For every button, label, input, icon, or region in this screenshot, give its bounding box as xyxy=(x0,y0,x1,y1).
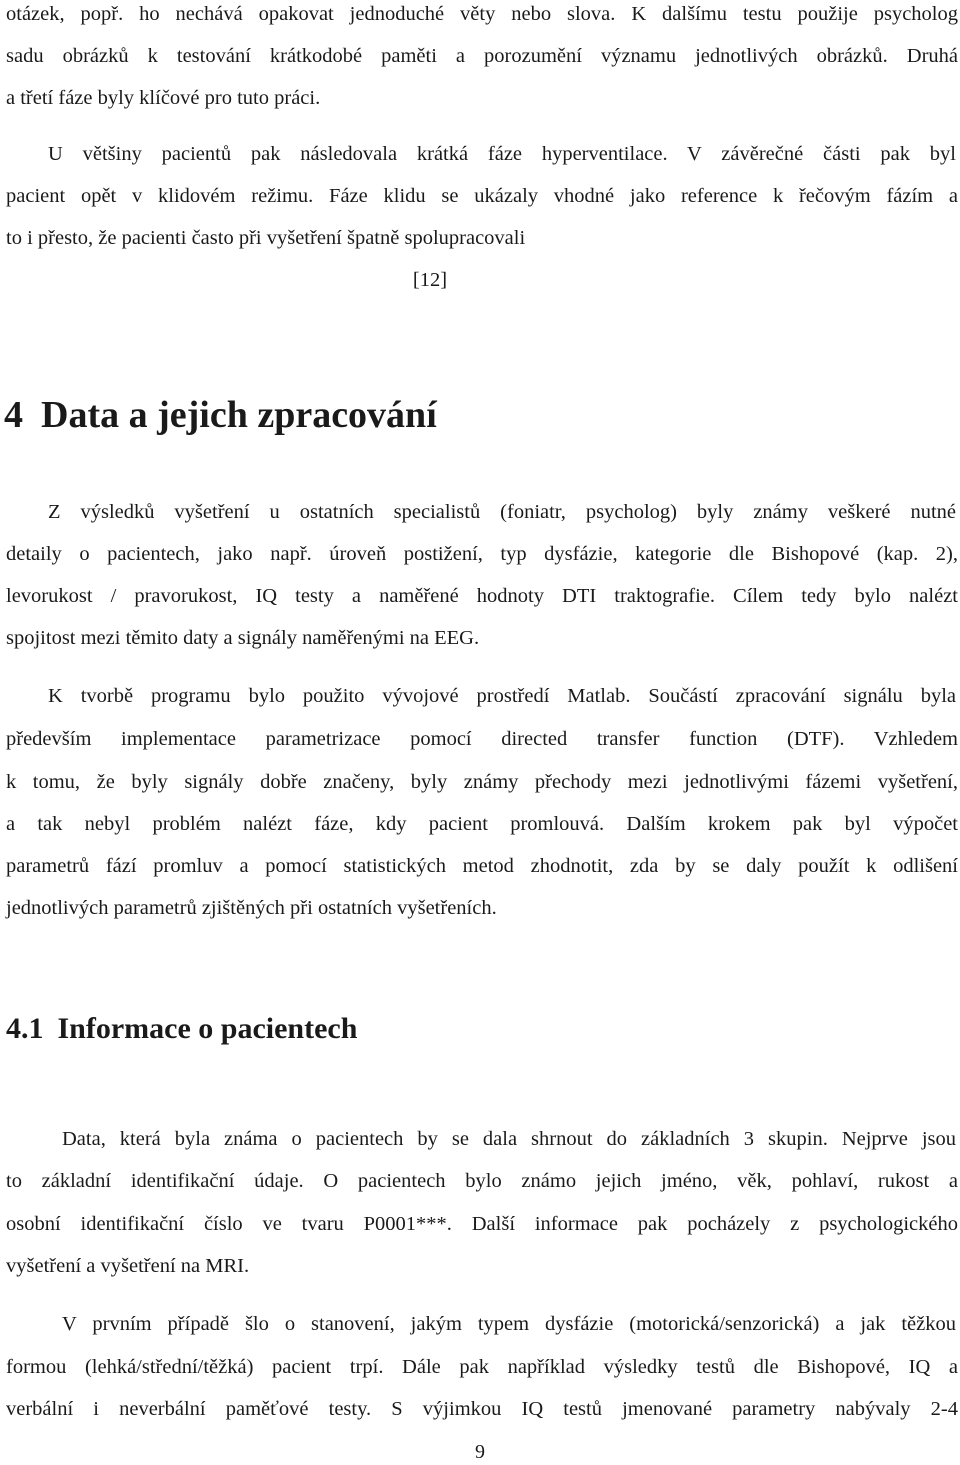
paragraph-line: formou (lehká/střední/těžká) pacient trpí. Dále pak například výsledky testů dle Bishopové, IQ a xyxy=(6,1356,958,1378)
paragraph-line: levorukost / pravorukost, IQ testy a naměřené hodnoty DTI traktografie. Cílem tedy bylo nalézt xyxy=(6,585,958,607)
page-number: 9 xyxy=(475,1441,485,1463)
paragraph-line: a třetí fáze byly klíčové pro tuto práci. xyxy=(6,87,321,109)
subsection-number: 4.1 xyxy=(6,1012,44,1045)
paragraph-line: Z výsledků vyšetření u ostatních specialistů (foniatr, psycholog) byly známy veškeré nutné xyxy=(48,501,956,523)
section-title: Data a jejich zpracování xyxy=(41,394,437,436)
paragraph-line: otázek, popř. ho nechává opakovat jednoduché věty nebo slova. K dalšímu testu použije psycholog xyxy=(6,3,958,25)
paragraph-line: verbální i neverbální paměťové testy. S výjimkou IQ testů jmenované parametry nabývaly 2-4 xyxy=(6,1398,958,1420)
paragraph-line: sadu obrázků k testování krátkodobé paměti a porozumění významu jednotlivých obrázků. Druhá xyxy=(6,45,958,67)
paragraph-line: to i přesto, že pacienti často při vyšetření špatně spolupracovali xyxy=(6,227,526,249)
paragraph-line: především implementace parametrizace pomocí directed transfer function (DTF). Vzhledem xyxy=(6,728,958,750)
paragraph-line: a tak nebyl problém nalézt fáze, kdy pacient promlouvá. Dalším krokem pak byl výpočet xyxy=(6,813,958,835)
paragraph-line: spojitost mezi těmito daty a signály naměřenými na EEG. xyxy=(6,627,480,649)
paragraph-line: U většiny pacientů pak následovala krátká fáze hyperventilace. V závěrečné části pak byl xyxy=(48,143,956,165)
section-number: 4 xyxy=(4,394,23,436)
paragraph-line: k tomu, že byly signály dobře značeny, byly známy přechody mezi jednotlivými fázemi vyšetření, xyxy=(6,771,958,793)
paragraph-line: to základní identifikační údaje. O pacientech bylo známo jejich jméno, věk, pohlaví, rukost a xyxy=(6,1170,958,1192)
citation: [12] xyxy=(412,269,448,291)
paragraph-line: jednotlivých parametrů zjištěných při ostatních vyšetřeních. xyxy=(6,897,497,919)
subsection-heading xyxy=(6,1010,357,1048)
section-heading xyxy=(4,392,437,438)
paragraph-line: osobní identifikační číslo ve tvaru P0001***. Další informace pak pocházely z psychologického xyxy=(6,1213,958,1235)
paragraph-line: vyšetření a vyšetření na MRI. xyxy=(6,1255,250,1277)
paragraph-line: V prvním případě šlo o stanovení, jakým typem dysfázie (motorická/senzorická) a jak těžkou xyxy=(62,1313,956,1335)
paragraph-line: pacient opět v klidovém režimu. Fáze klidu se ukázaly vhodné jako reference k řečovým fázím a xyxy=(6,185,958,207)
paragraph-line: Data, která byla známa o pacientech by se dala shrnout do základních 3 skupin. Nejprve jsou xyxy=(62,1128,956,1150)
paragraph-line: detaily o pacientech, jako např. úroveň postižení, typ dysfázie, kategorie dle Bishopové (kap. 2), xyxy=(6,543,958,565)
paragraph-line: K tvorbě programu bylo použito vývojové prostředí Matlab. Součástí zpracování signálu byla xyxy=(48,685,956,707)
subsection-title: Informace o pacientech xyxy=(57,1012,358,1045)
paragraph-line: parametrů fází promluv a pomocí statistických metod zhodnotit, zda by se daly použít k odlišení xyxy=(6,855,958,877)
